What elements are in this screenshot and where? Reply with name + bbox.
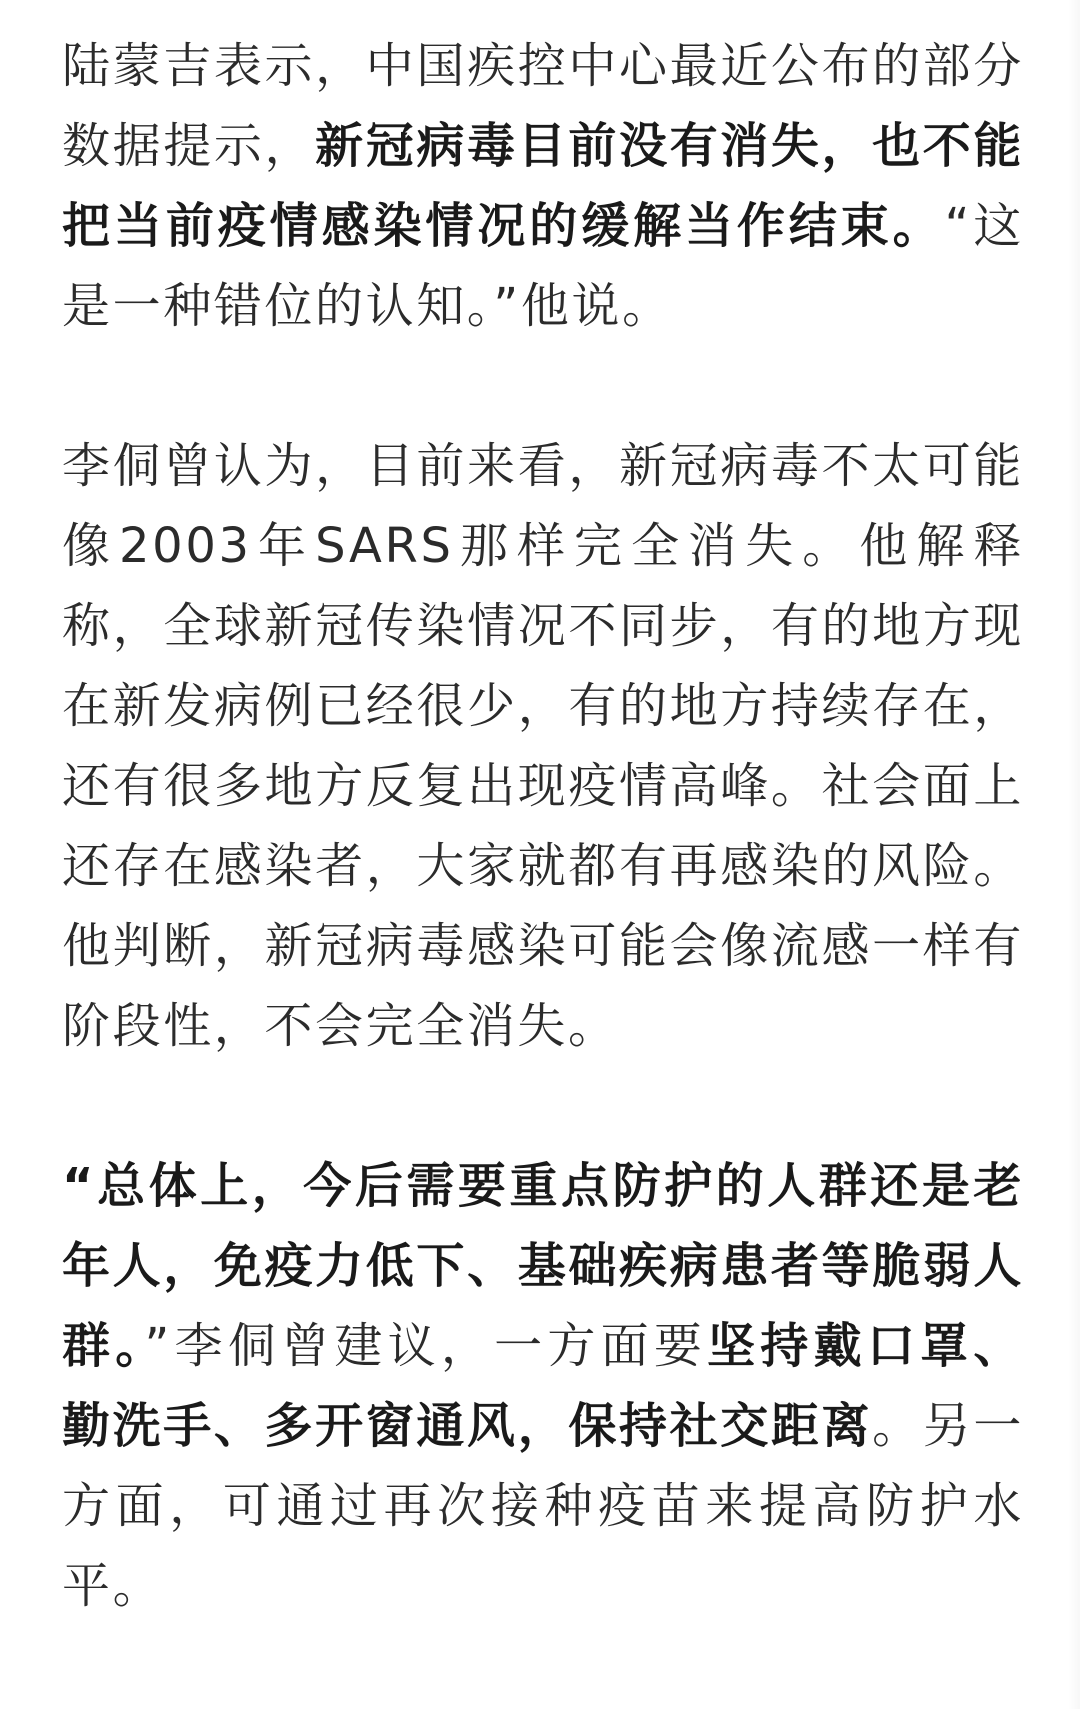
right-edge-shadow: [1068, 0, 1080, 1709]
article-body: [62, 26, 1024, 1626]
paragraph-1-run-3: “这是一种错位的认知。”他说。: [62, 198, 1024, 334]
paragraph-2-run-1: 李侗曾认为，目前来看，新冠病毒不太可能像2003年SARS那样完全消失。他解释称，全球新冠传染情况不同步，有的地方现在新发病例已经很少，有的地方持续存在，还有很多地方反复出现疫情高峰。社会面上还存在感染者，大家就都有再感染的风险。他判断，新冠病毒感染可能会像流感一样有阶段性，不会完全消失。: [62, 438, 1024, 1054]
paragraph-1: [62, 26, 1024, 346]
paragraph-2: [62, 426, 1024, 1066]
paragraph-1-run-1: 陆蒙吉表示，中国疾控中心最近公布的部分数据提示，: [62, 38, 1024, 174]
paragraph-3-run-2: ”李侗曾建议，一方面要: [144, 1318, 708, 1374]
paragraph-3-run-4: 。另一方面，可通过再次接种疫苗来提高防护水平。: [62, 1398, 1024, 1614]
paragraph-3-run-1-bold: “总体上，今后需要重点防护的人群还是老年人，免疫力低下、基础疾病患者等脆弱人群。: [62, 1158, 1024, 1374]
paragraph-1-run-2-bold: 新冠病毒目前没有消失，也不能把当前疫情感染情况的缓解当作结束。: [62, 118, 1024, 254]
paragraph-3: [62, 1146, 1024, 1626]
paragraph-3-run-3-bold: 坚持戴口罩、勤洗手、多开窗通风，保持社交距离: [62, 1318, 1025, 1454]
